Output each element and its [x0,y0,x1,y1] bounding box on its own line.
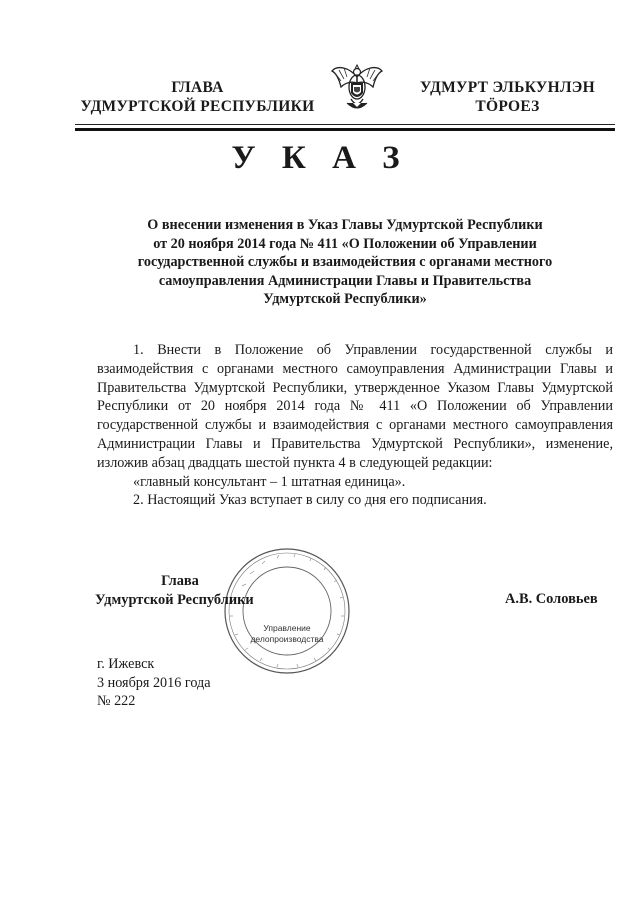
quoted-text: «главный консультант – 1 штатная единица». [133,473,406,490]
subject-line: Удмуртской Республики» [263,291,427,308]
document-date: 3 ноября 2016 года [97,674,211,691]
header-left-line2: УДМУРТСКОЙ РЕСПУБЛИКИ [80,98,315,115]
stamp-line2: делопроизводства [250,634,324,644]
subject-line: государственной службы и взаимодействия с органами местного [137,254,553,271]
document-footer [97,655,297,711]
subject-line: самоуправления Администрации Главы и Правительства [158,272,532,289]
header-left-line1: ГЛАВА [171,79,224,96]
header-left-block [70,78,325,116]
signatory-title [95,572,255,609]
header-right-line1: УДМУРТ ЭЛЬКУНЛЭН [420,79,595,96]
subject-line: О внесении изменения в Указ Главы Удмуртской Республики [147,217,543,233]
coat-of-arms-icon [327,57,387,117]
document-title: У К А З [231,140,409,176]
signatory-name: А.В. Соловьев [505,591,598,607]
header-right-line2: ТӦРОЕЗ [475,98,540,115]
signatory-title-line2: Удмуртской Республики [95,591,254,608]
header-divider-thick [75,128,615,131]
document-number: № 222 [97,693,136,710]
city: г. Ижевск [97,656,155,672]
subject-line: от 20 ноября 2014 года № 411 «О Положении об Управлении [153,235,537,252]
stamp-line1: Управление [263,623,311,633]
header-divider-thin [75,124,615,125]
paragraph-2: 2. Настоящий Указ вступает в силу со дня его подписания. [133,492,487,509]
document-body [97,341,613,510]
header-right-block [400,78,615,116]
document-subject [95,216,595,309]
signatory-title-line1: Глава [161,573,199,589]
paragraph-1: 1. Внести в Положение об Управлении государственной службы и взаимодействия с органами местного самоуправления Администрации Главы и Правительства Удмуртской Республики, утвержденное Указом Главы Удмуртской Республики от 20 ноября 2014 года № 411 «О Положении об Управлении государственной службы и взаимодействия с органами местного самоуправления Администрации Главы и Правительства Удмуртской Республики», изменение, изложив абзац двадцать шестой пункта 4 в следующей редакции: [97,342,613,471]
